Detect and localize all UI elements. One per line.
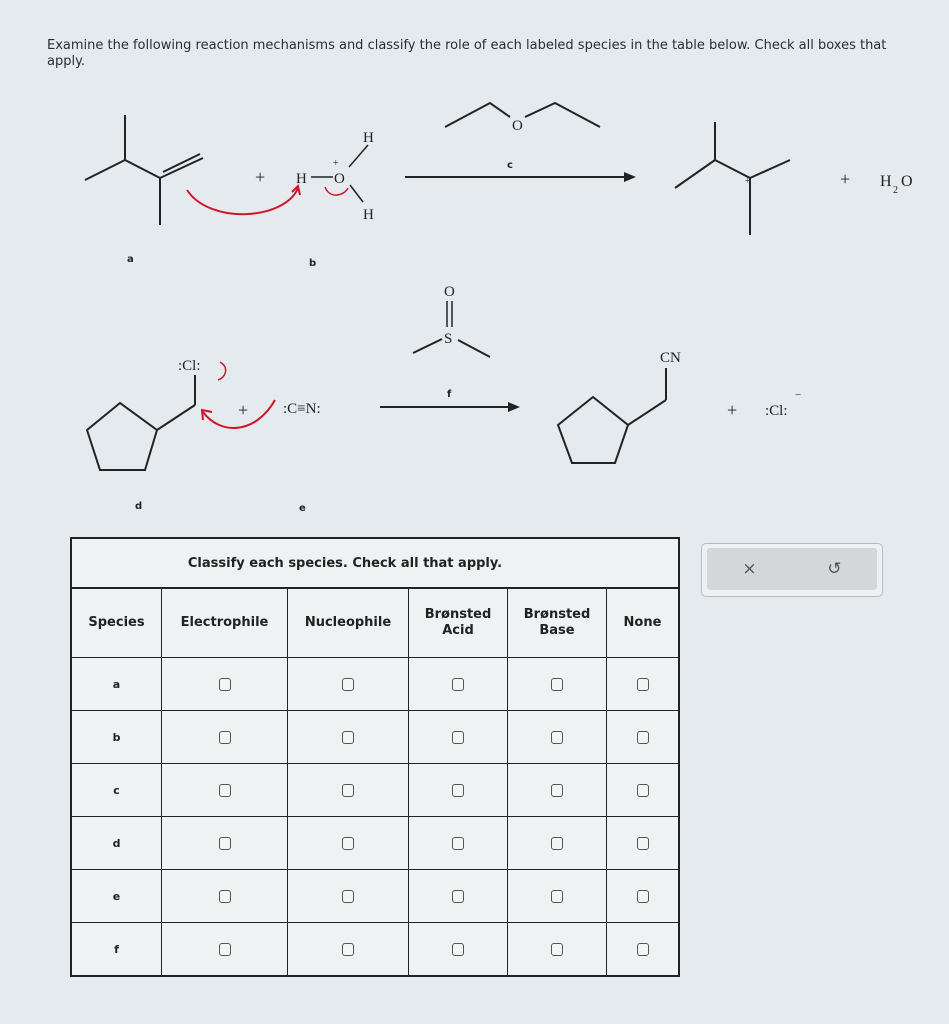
svg-text:−: − — [795, 389, 802, 401]
cell-none — [607, 923, 678, 975]
species-label: e — [72, 870, 162, 922]
header-electrophile: Electrophile — [162, 589, 288, 657]
plus-sign: + — [238, 400, 249, 420]
cell-nucleophile — [288, 817, 409, 869]
table-row — [72, 817, 678, 870]
checkbox-e-nucleophile[interactable] — [342, 890, 354, 903]
header-none: None — [623, 615, 662, 630]
solvent-diethyl-ether — [445, 103, 600, 134]
checkbox-e-electrophile[interactable] — [219, 890, 231, 903]
svg-text::Cl:: :Cl: — [765, 403, 788, 419]
checkbox-e-bronsted-base[interactable] — [551, 890, 563, 903]
checkbox-d-nucleophile[interactable] — [342, 837, 354, 850]
cell-bronsted-acid — [409, 817, 508, 869]
label-a: a — [127, 254, 134, 265]
svg-text:CN: CN — [660, 350, 681, 366]
tert-butyl-cation — [675, 122, 790, 235]
cell-none — [607, 764, 678, 816]
checkbox-a-electrophile[interactable] — [219, 678, 231, 691]
svg-text:S: S — [444, 331, 453, 347]
cell-none — [607, 817, 678, 869]
checkbox-a-none[interactable] — [637, 678, 649, 691]
undo-button[interactable]: ↺ — [827, 559, 842, 579]
cell-bronsted-base — [508, 764, 607, 816]
table-title: Classify each species. Check all that apply. — [72, 539, 678, 589]
cell-bronsted-acid — [409, 923, 508, 975]
cell-electrophile — [162, 870, 288, 922]
cell-nucleophile — [288, 923, 409, 975]
svg-text:H: H — [363, 130, 374, 146]
table-row — [72, 764, 678, 817]
hydronium-b — [296, 130, 374, 223]
cell-electrophile — [162, 764, 288, 816]
checkbox-b-electrophile[interactable] — [219, 731, 231, 744]
question-prompt: Examine the following reaction mechanisms and classify the role of each labeled species in the table below. Check all boxes that apply. — [47, 38, 887, 69]
checkbox-b-nucleophile[interactable] — [342, 731, 354, 744]
svg-text:O: O — [444, 284, 455, 300]
checkbox-a-bronsted-acid[interactable] — [452, 678, 464, 691]
svg-text:+: + — [745, 176, 751, 187]
checkbox-b-bronsted-base[interactable] — [551, 731, 563, 744]
cell-bronsted-base — [508, 923, 607, 975]
checkbox-d-electrophile[interactable] — [219, 837, 231, 850]
nitrile-product — [558, 350, 681, 463]
cell-none — [607, 658, 678, 710]
checkbox-d-none[interactable] — [637, 837, 649, 850]
svg-text:+: + — [333, 158, 339, 169]
header-species: Species — [72, 589, 162, 657]
plus-sign: + — [727, 400, 738, 420]
cyanide-e: :C≡N: — [283, 401, 321, 417]
checkbox-c-electrophile[interactable] — [219, 784, 231, 797]
label-f: f — [447, 389, 452, 400]
action-panel — [701, 543, 883, 597]
cell-electrophile — [162, 923, 288, 975]
species-label: c — [72, 764, 162, 816]
checkbox-f-bronsted-base[interactable] — [551, 943, 563, 956]
svg-text:H: H — [296, 171, 307, 187]
cell-bronsted-acid — [409, 658, 508, 710]
label-e: e — [299, 503, 306, 514]
chloride-ion — [765, 389, 801, 419]
svg-text::Cl:: :Cl: — [178, 358, 201, 374]
svg-text:O: O — [512, 118, 523, 134]
cell-bronsted-acid — [409, 764, 508, 816]
table-row — [72, 923, 678, 975]
checkbox-c-bronsted-base[interactable] — [551, 784, 563, 797]
table-row — [72, 711, 678, 764]
svg-text:H: H — [363, 207, 374, 223]
species-label: f — [72, 923, 162, 975]
cell-bronsted-base — [508, 817, 607, 869]
plus-sign: + — [255, 167, 266, 187]
water — [880, 173, 913, 196]
species-label: d — [72, 817, 162, 869]
cell-bronsted-base — [508, 711, 607, 763]
cell-electrophile — [162, 817, 288, 869]
cell-none — [607, 711, 678, 763]
checkbox-e-none[interactable] — [637, 890, 649, 903]
table-row — [72, 870, 678, 923]
label-d: d — [135, 501, 143, 512]
checkbox-f-none[interactable] — [637, 943, 649, 956]
header-bronsted-base: Brønsted Base — [508, 589, 607, 657]
svg-text:O: O — [901, 173, 913, 190]
svg-text:O: O — [334, 171, 345, 187]
cell-nucleophile — [288, 764, 409, 816]
alkene-a — [85, 115, 203, 225]
cell-bronsted-acid — [409, 711, 508, 763]
cell-nucleophile — [288, 870, 409, 922]
cell-bronsted-acid — [409, 870, 508, 922]
species-label: a — [72, 658, 162, 710]
svg-text:2: 2 — [893, 185, 898, 196]
checkbox-c-none[interactable] — [637, 784, 649, 797]
checkbox-a-nucleophile[interactable] — [342, 678, 354, 691]
checkbox-a-bronsted-base[interactable] — [551, 678, 563, 691]
checkbox-f-bronsted-acid[interactable] — [452, 943, 464, 956]
cell-electrophile — [162, 711, 288, 763]
cell-none — [607, 870, 678, 922]
header-bronsted-acid: Brønsted Acid — [409, 589, 508, 657]
clear-button[interactable]: × — [742, 559, 757, 579]
label-b: b — [309, 258, 317, 269]
table-row — [72, 658, 678, 711]
species-label: b — [72, 711, 162, 763]
checkbox-f-electrophile[interactable] — [219, 943, 231, 956]
svg-text:H: H — [880, 173, 892, 190]
checkbox-c-bronsted-acid[interactable] — [452, 784, 464, 797]
dmso-solvent — [413, 284, 490, 357]
cell-nucleophile — [288, 658, 409, 710]
cell-bronsted-base — [508, 658, 607, 710]
label-c: c — [507, 160, 513, 171]
checkbox-c-nucleophile[interactable] — [342, 784, 354, 797]
curved-arrow-icon — [187, 188, 298, 214]
header-nucleophile: Nucleophile — [288, 589, 409, 657]
checkbox-d-bronsted-acid[interactable] — [452, 837, 464, 850]
cell-nucleophile — [288, 711, 409, 763]
checkbox-b-none[interactable] — [637, 731, 649, 744]
checkbox-e-bronsted-acid[interactable] — [452, 890, 464, 903]
checkbox-d-bronsted-base[interactable] — [551, 837, 563, 850]
cell-bronsted-base — [508, 870, 607, 922]
plus-sign: + — [840, 169, 851, 189]
cell-electrophile — [162, 658, 288, 710]
table-header-row — [72, 589, 678, 658]
classification-table — [70, 537, 680, 977]
checkbox-f-nucleophile[interactable] — [342, 943, 354, 956]
checkbox-b-bronsted-acid[interactable] — [452, 731, 464, 744]
